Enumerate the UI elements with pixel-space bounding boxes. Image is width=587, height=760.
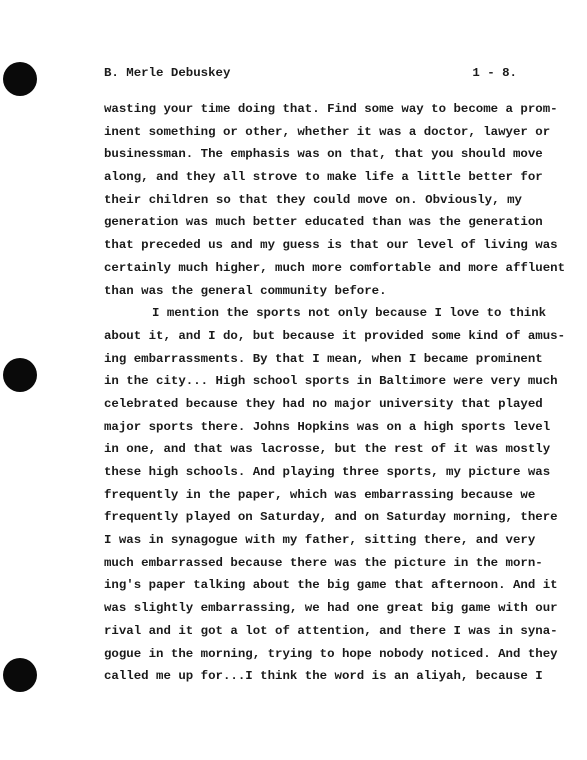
text-line: businessman. The emphasis was on that, that you should move	[104, 147, 543, 162]
text-line: frequently in the paper, which was embarrassing because we	[104, 487, 536, 502]
text-line: wasting your time doing that. Find some way to become a prom-	[104, 102, 558, 116]
text-line: these high schools. And playing three sports, my picture was	[104, 465, 551, 479]
page-header	[104, 66, 517, 82]
text-line: major sports there. Johns Hopkins was on a high sports level	[104, 419, 551, 434]
text-line: gogue in the morning, trying to hope nobody noticed. And they	[104, 646, 558, 661]
text-line: celebrated because they had no major university that played	[104, 396, 543, 411]
text-line: called me up for...I think the word is an aliyah, because I	[104, 669, 543, 684]
text-line: ing's paper talking about the big game that afternoon. And it	[104, 578, 558, 593]
text-line: about it, and I do, but because it provided some kind of amus-	[104, 328, 566, 343]
transcript-body	[104, 98, 566, 688]
text-line: much embarrassed because there was the picture in the morn-	[104, 555, 543, 570]
text-line: along, and they all strove to make life a little better for	[104, 170, 543, 185]
text-line: I mention the sports not only because I love to think	[152, 306, 547, 321]
text-line: I was in synagogue with my father, sitting there, and very	[104, 533, 536, 548]
author-name: B. Merle Debuskey	[104, 66, 231, 80]
text-line: was slightly embarrassing, we had one great big game with our	[104, 601, 558, 616]
text-line: in the city... High school sports in Baltimore were very much	[104, 374, 558, 389]
text-line: their children so that they could move on. Obviously, my	[104, 192, 522, 207]
text-line: that preceded us and my guess is that our level of living was	[104, 238, 558, 253]
text-line: than was the general community before.	[104, 283, 387, 298]
text-line: generation was much better educated than was the generation	[104, 215, 543, 230]
punch-hole-middle	[3, 358, 37, 392]
text-line: certainly much higher, much more comfortable and more affluent	[104, 260, 566, 275]
punch-hole-top	[3, 62, 37, 96]
text-line: in one, and that was lacrosse, but the rest of it was mostly	[104, 442, 551, 457]
text-line: rival and it got a lot of attention, and there I was in syna-	[104, 623, 558, 638]
text-line: ing embarrassments. By that I mean, when I became prominent	[104, 351, 543, 366]
page-number: 1 - 8.	[472, 66, 517, 80]
punch-hole-bottom	[3, 658, 37, 692]
text-line: frequently played on Saturday, and on Saturday morning, there	[104, 510, 558, 525]
text-line: inent something or other, whether it was a doctor, lawyer or	[104, 124, 551, 139]
